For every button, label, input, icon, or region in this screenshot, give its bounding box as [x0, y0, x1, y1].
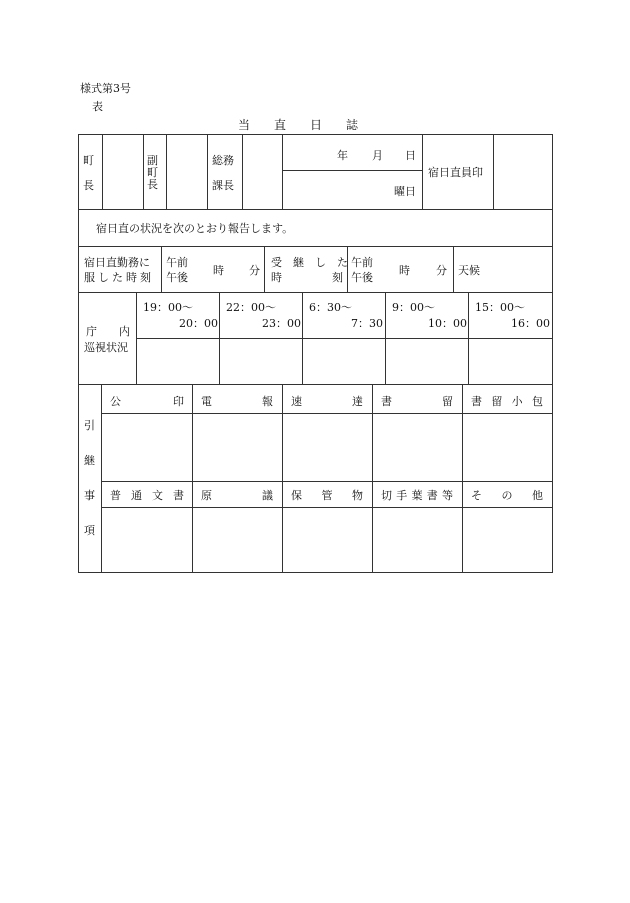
- handover-header-cell: [381, 487, 453, 503]
- handover-minute: 分: [436, 264, 447, 277]
- patrol-time-start: 9：00〜: [392, 301, 435, 314]
- handover-label-4: 項: [84, 524, 95, 537]
- handover-divider: [101, 413, 553, 414]
- duty-label-line1: 宿日直勤務に: [84, 256, 150, 269]
- patrol-time-start: 6：30〜: [309, 301, 352, 314]
- patrol-label-line1: 庁 内: [86, 325, 130, 338]
- duty-pm: 午後: [166, 271, 188, 284]
- patrol-time-start: 15：00〜: [475, 301, 525, 314]
- mayor-label-2: 長: [83, 179, 94, 192]
- cell-divider: [264, 246, 265, 293]
- mayor-label-1: 町: [83, 154, 94, 167]
- handover-header: 切 手 葉 書 等: [381, 489, 453, 502]
- handover-header-cell: [291, 487, 363, 503]
- patrol-time-start: 19：00〜: [143, 301, 193, 314]
- cell-divider: [207, 134, 208, 209]
- patrol-time-end: 20：00: [179, 317, 218, 330]
- duty-label-line2: 服した時刻: [84, 271, 154, 284]
- duty-am: 午前: [166, 256, 188, 269]
- form-number: 様式第3号: [80, 82, 131, 95]
- deputy-label-1: 副: [147, 154, 158, 167]
- general-affairs-label-1: 総務: [212, 154, 234, 167]
- patrol-time-end: 23：00: [262, 317, 301, 330]
- handover-label-1: 引: [84, 419, 95, 432]
- handover-header: 原 議: [201, 489, 273, 502]
- year-label: 年: [337, 149, 348, 162]
- handover-header-cell: [471, 393, 543, 409]
- handover-header-cell: [201, 393, 273, 409]
- patrol-time-end: 16：00: [511, 317, 550, 330]
- side-label: 表: [92, 100, 103, 113]
- handover-header-cell: [471, 487, 543, 503]
- cell-divider: [102, 134, 103, 209]
- weather-label: 天候: [458, 264, 480, 277]
- deputy-label-2: 町: [147, 166, 158, 179]
- patrol-time-end: 10：00: [428, 317, 467, 330]
- patrol-label-line2: 巡視状況: [84, 341, 128, 354]
- table-border-left: [78, 134, 79, 573]
- patrol-divider: [136, 338, 553, 339]
- date-divider: [282, 170, 423, 171]
- handover-am: 午前: [351, 256, 373, 269]
- weekday-label: 曜日: [394, 185, 416, 198]
- handover-time-line2a: 時: [271, 271, 282, 284]
- cell-divider: [493, 134, 494, 209]
- row-separator: [78, 246, 553, 247]
- cell-divider: [282, 134, 283, 209]
- handover-header: 速 達: [291, 395, 363, 408]
- handover-hour: 時: [399, 264, 410, 277]
- cell-divider: [453, 246, 454, 293]
- handover-header-cell: [110, 487, 184, 503]
- handover-pm: 午後: [351, 271, 373, 284]
- row-separator: [78, 209, 553, 210]
- handover-divider: [101, 481, 553, 482]
- cell-divider: [422, 134, 423, 209]
- handover-label-2: 継: [84, 454, 95, 467]
- handover-header: 書 留: [381, 395, 453, 408]
- duty-minute: 分: [249, 264, 260, 277]
- handover-header: そ の 他: [471, 489, 543, 502]
- page-title: 当 直 日 誌: [238, 118, 359, 132]
- report-sentence: 宿日直の状況を次のとおり報告します。: [96, 222, 294, 235]
- handover-header: 書 留 小 包: [471, 395, 543, 408]
- cell-divider: [166, 134, 167, 209]
- row-separator: [78, 292, 553, 293]
- handover-header: 保 管 物: [291, 489, 363, 502]
- handover-header-cell: [110, 393, 184, 409]
- handover-label-3: 事: [84, 489, 95, 502]
- handover-header-cell: [201, 487, 273, 503]
- general-affairs-label-2: 課長: [212, 179, 234, 192]
- handover-header-cell: [291, 393, 363, 409]
- handover-header: 公 印: [110, 395, 184, 408]
- patrol-time-start: 22：00〜: [226, 301, 276, 314]
- duty-hour: 時: [213, 264, 224, 277]
- table-border-bottom: [78, 572, 553, 573]
- handover-divider: [101, 507, 553, 508]
- cell-divider: [143, 134, 144, 209]
- table-border-top: [78, 134, 553, 135]
- patrol-time-end: 7：30: [351, 317, 383, 330]
- deputy-label-3: 長: [147, 178, 158, 191]
- cell-divider: [347, 246, 348, 293]
- row-separator: [78, 384, 553, 385]
- handover-header: 普 通 文 書: [110, 489, 184, 502]
- seal-label: 宿日直員印: [428, 166, 483, 179]
- cell-divider: [161, 246, 162, 293]
- cell-divider: [242, 134, 243, 209]
- handover-time-line1: 受 継 し た: [271, 256, 348, 269]
- handover-time-line2b: 刻: [332, 271, 343, 284]
- month-label: 月: [372, 149, 383, 162]
- handover-header-cell: [381, 393, 453, 409]
- handover-header: 電 報: [201, 395, 273, 408]
- day-label: 日: [405, 149, 416, 162]
